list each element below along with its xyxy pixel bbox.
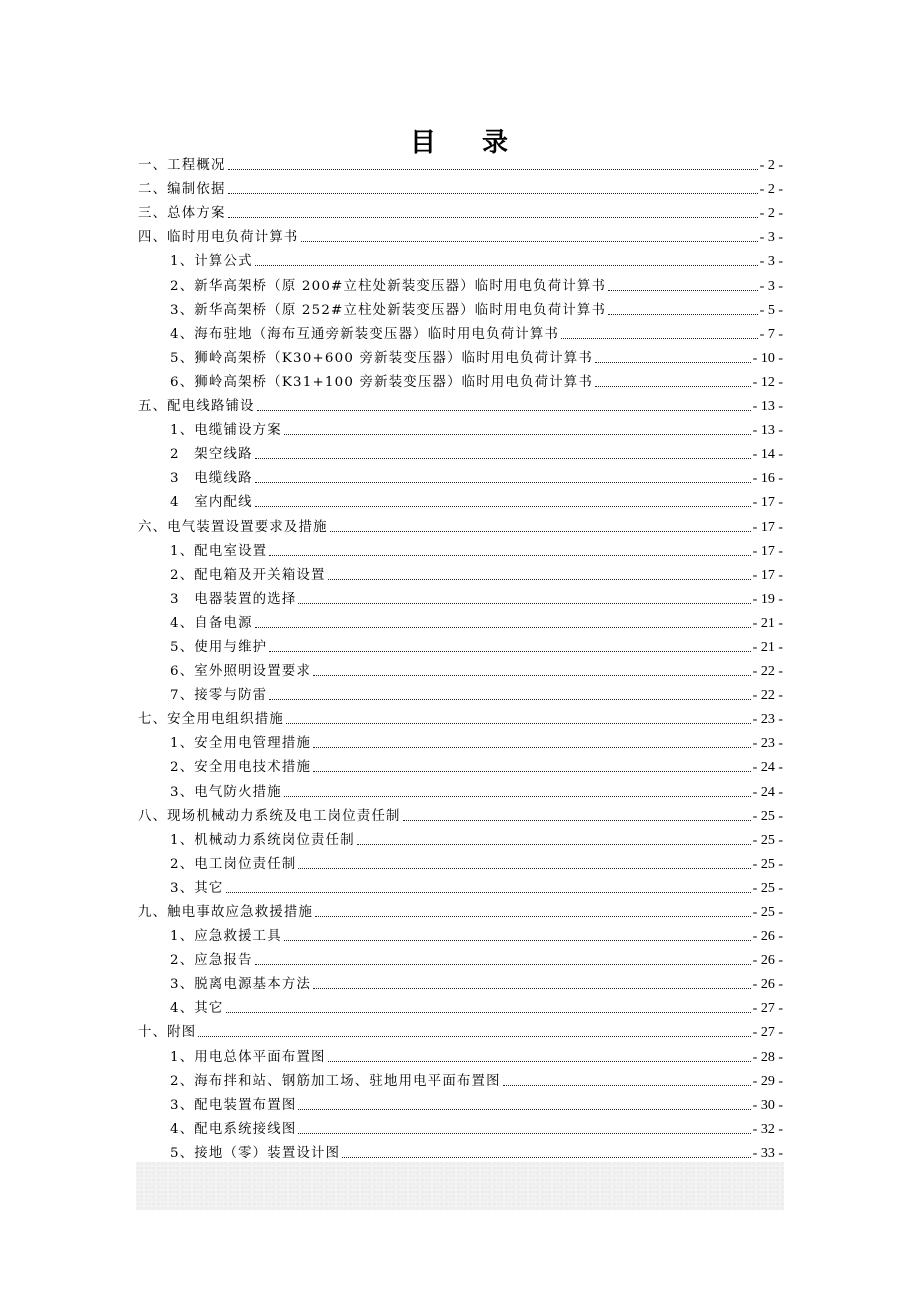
toc-entry-title: 十、附图 (138, 1025, 197, 1041)
toc-entry-title: 1、电缆铺设方案 (170, 423, 282, 439)
toc-dot-leader (255, 482, 751, 483)
toc-entry-title: 5、使用与维护 (170, 639, 268, 655)
toc-dot-leader (269, 555, 750, 556)
toc-dot-leader (298, 1133, 750, 1134)
toc-entry[interactable] (138, 560, 783, 584)
toc-entry-page-number: - 17 - (752, 543, 783, 559)
toc-entry-title: 3、电气防火措施 (170, 784, 282, 800)
toc-entry-page-number: - 25 - (752, 856, 783, 872)
toc-entry-title: 2、安全用电技术措施 (170, 760, 312, 776)
toc-entry-title: 3、其它 (170, 880, 224, 896)
toc-dot-leader (357, 844, 751, 845)
toc-entry[interactable] (138, 728, 783, 752)
toc-entry[interactable] (138, 1138, 783, 1162)
toc-dot-leader (284, 940, 751, 941)
toc-entry[interactable] (138, 198, 783, 222)
toc-dot-leader (313, 988, 751, 989)
toc-entry[interactable] (138, 969, 783, 993)
toc-entry[interactable] (138, 776, 783, 800)
toc-dot-leader (228, 169, 758, 170)
toc-entry-title: 3 电缆线路 (170, 471, 253, 487)
toc-entry[interactable] (138, 487, 783, 511)
toc-entry[interactable] (138, 873, 783, 897)
toc-entry-page-number: - 17 - (752, 519, 783, 535)
toc-dot-leader (228, 217, 758, 218)
toc-entry[interactable] (138, 921, 783, 945)
toc-entry-page-number: - 21 - (752, 639, 783, 655)
toc-dot-leader (226, 892, 751, 893)
toc-entry[interactable] (138, 680, 783, 704)
toc-entry[interactable] (138, 150, 783, 174)
toc-dot-leader (298, 603, 750, 604)
toc-entry-page-number: - 25 - (752, 880, 783, 896)
toc-entry-title: 2、海布拌和站、钢筋加工场、驻地用电平面布置图 (170, 1073, 501, 1089)
toc-entry[interactable] (138, 704, 783, 728)
toc-entry[interactable] (138, 463, 783, 487)
toc-dot-leader (286, 723, 751, 724)
toc-dot-leader (595, 386, 751, 387)
toc-entry-page-number: - 16 - (752, 471, 783, 487)
toc-entry-title: 2、配电箱及开关箱设置 (170, 567, 326, 583)
toc-entry[interactable] (138, 270, 783, 294)
footer-scan-noise (136, 1162, 784, 1210)
toc-entry-page-number: - 32 - (752, 1121, 783, 1137)
toc-entry-page-number: - 10 - (752, 350, 783, 366)
toc-dot-leader (228, 193, 758, 194)
toc-entry-page-number: - 3 - (759, 278, 783, 294)
toc-entry-page-number: - 25 - (752, 905, 783, 920)
toc-entry-title: 3、新华高架桥（原 252#立柱处新装变压器）临时用电负荷计算书 (170, 302, 607, 318)
toc-dot-leader (255, 964, 751, 965)
toc-dot-leader (313, 747, 751, 748)
toc-entry-page-number: - 24 - (752, 760, 783, 776)
toc-entry-page-number: - 13 - (752, 423, 783, 439)
toc-entry[interactable] (138, 511, 783, 535)
toc-entry[interactable] (138, 319, 783, 343)
toc-dot-leader (313, 771, 751, 772)
toc-entry[interactable] (138, 415, 783, 439)
toc-dot-leader (608, 290, 758, 291)
toc-dot-leader (561, 338, 758, 339)
toc-entry-page-number: - 2 - (759, 206, 783, 222)
toc-entry-page-number: - 13 - (752, 399, 783, 415)
toc-entry[interactable] (138, 1090, 783, 1114)
toc-entry[interactable] (138, 801, 783, 825)
toc-dot-leader (330, 531, 751, 532)
toc-entry-page-number: - 19 - (752, 591, 783, 607)
toc-entry-page-number: - 27 - (752, 1025, 783, 1041)
toc-dot-leader (255, 627, 751, 628)
toc-entry-title: 6、室外照明设置要求 (170, 664, 312, 680)
toc-entry-title: 2、应急报告 (170, 953, 253, 969)
toc-entry-page-number: - 2 - (759, 182, 783, 198)
toc-entry-page-number: - 21 - (752, 615, 783, 631)
toc-entry-page-number: - 29 - (752, 1073, 783, 1089)
toc-dot-leader (269, 651, 750, 652)
toc-entry[interactable] (138, 752, 783, 776)
toc-entry-title: 4、其它 (170, 1001, 224, 1017)
toc-entry-title: 1、机械动力系统岗位责任制 (170, 832, 355, 848)
toc-entry[interactable] (138, 608, 783, 632)
toc-entry-page-number: - 22 - (752, 664, 783, 680)
toc-dot-leader (342, 1157, 750, 1158)
toc-dot-leader (284, 796, 751, 797)
toc-entry-page-number: - 14 - (752, 447, 783, 463)
toc-dot-leader (608, 314, 758, 315)
toc-entry[interactable] (138, 391, 783, 415)
toc-entry[interactable] (138, 897, 783, 921)
toc-entry-title: 二、编制依据 (138, 182, 226, 198)
toc-dot-leader (298, 1109, 750, 1110)
toc-dot-leader (313, 675, 751, 676)
toc-entry-page-number: - 28 - (752, 1049, 783, 1065)
toc-entry[interactable] (138, 1114, 783, 1138)
toc-entry-page-number: - 5 - (759, 302, 783, 318)
toc-entry-page-number: - 26 - (752, 929, 783, 945)
toc-entry-title: 五、配电线路铺设 (138, 399, 255, 415)
toc-entry-title: 6、狮岭高架桥（K31+100 旁新装变压器）临时用电负荷计算书 (170, 374, 593, 390)
toc-entry-title: 4、海布驻地（海布互通旁新装变压器）临时用电负荷计算书 (170, 326, 560, 342)
toc-entry[interactable] (138, 1041, 783, 1065)
toc-dot-leader (284, 434, 751, 435)
toc-entry-title: 九、触电事故应急救援措施 (138, 905, 314, 920)
toc-entry-title: 4、配电系统接线图 (170, 1121, 297, 1137)
toc-entry-page-number: - 17 - (752, 567, 783, 583)
toc-entry-title: 七、安全用电组织措施 (138, 712, 284, 728)
toc-dot-leader (328, 579, 751, 580)
toc-entry-title: 八、现场机械动力系统及电工岗位责任制 (138, 808, 401, 824)
toc-dot-leader (255, 458, 751, 459)
toc-entry[interactable] (138, 993, 783, 1017)
toc-entry-page-number: - 23 - (752, 712, 783, 728)
toc-entry-page-number: - 25 - (752, 832, 783, 848)
toc-entry-page-number: - 27 - (752, 1001, 783, 1017)
toc-entry-title: 2、新华高架桥（原 200#立柱处新装变压器）临时用电负荷计算书 (170, 278, 607, 294)
toc-entry[interactable] (138, 849, 783, 873)
toc-entry-page-number: - 26 - (752, 977, 783, 993)
toc-entry[interactable] (138, 632, 783, 656)
page-title-char-2: 录 (482, 128, 511, 159)
toc-dot-leader (315, 916, 751, 917)
toc-entry-page-number: - 7 - (759, 326, 783, 342)
toc-entry-title: 四、临时用电负荷计算书 (138, 230, 299, 246)
toc-entry-page-number: - 33 - (752, 1145, 783, 1161)
toc-entry-title: 2 架空线路 (170, 447, 253, 463)
toc-entry[interactable] (138, 1017, 783, 1041)
toc-entry[interactable] (138, 1066, 783, 1090)
toc-entry-title: 4、自备电源 (170, 615, 253, 631)
toc-entry-title: 5、狮岭高架桥（K30+600 旁新装变压器）临时用电负荷计算书 (170, 350, 593, 366)
toc-dot-leader (198, 1036, 750, 1037)
toc-entry-page-number: - 24 - (752, 784, 783, 800)
toc-entry[interactable] (138, 343, 783, 367)
toc-dot-leader (226, 1012, 751, 1013)
toc-entry-title: 2、电工岗位责任制 (170, 856, 297, 872)
toc-dot-leader (595, 362, 751, 363)
toc-entry[interactable] (138, 584, 783, 608)
toc-entry[interactable] (138, 367, 783, 391)
toc-entry-page-number: - 22 - (752, 688, 783, 704)
toc-entry-page-number: - 30 - (752, 1097, 783, 1113)
page-title-char-1: 目 (409, 128, 438, 159)
toc-entry-title: 3、脱离电源基本方法 (170, 977, 312, 993)
toc-entry[interactable] (138, 295, 783, 319)
toc-dot-leader (328, 1061, 751, 1062)
toc-entry[interactable] (138, 174, 783, 198)
toc-dot-leader (257, 410, 751, 411)
toc-entry-page-number: - 17 - (752, 495, 783, 511)
toc-entry-page-number: - 26 - (752, 953, 783, 969)
toc-entry-page-number: - 2 - (759, 158, 783, 174)
toc-entry[interactable] (138, 246, 783, 270)
toc-entry-page-number: - 23 - (752, 736, 783, 752)
toc-entry-page-number: - 3 - (759, 230, 783, 246)
table-of-contents (138, 150, 783, 1162)
toc-dot-leader (403, 820, 751, 821)
toc-entry-title: 4 室内配线 (170, 495, 253, 511)
toc-entry[interactable] (138, 536, 783, 560)
toc-entry[interactable] (138, 945, 783, 969)
toc-entry-title: 1、安全用电管理措施 (170, 736, 312, 752)
toc-entry[interactable] (138, 656, 783, 680)
toc-entry-title: 三、总体方案 (138, 206, 226, 222)
toc-dot-leader (255, 265, 758, 266)
toc-entry-page-number: - 3 - (759, 254, 783, 270)
toc-entry-title: 1、用电总体平面布置图 (170, 1049, 326, 1065)
toc-entry-title: 3、配电装置布置图 (170, 1097, 297, 1113)
toc-dot-leader (255, 506, 751, 507)
toc-entry-title: 3 电器装置的选择 (170, 591, 297, 607)
toc-dot-leader (301, 241, 758, 242)
toc-dot-leader (269, 699, 750, 700)
toc-entry-title: 1、配电室设置 (170, 543, 268, 559)
toc-dot-leader (503, 1085, 751, 1086)
toc-entry[interactable] (138, 825, 783, 849)
toc-entry-title: 1、应急救援工具 (170, 929, 282, 945)
toc-entry-title: 1、计算公式 (170, 254, 253, 270)
toc-entry-title: 六、电气装置设置要求及措施 (138, 519, 328, 535)
toc-entry-page-number: - 25 - (752, 808, 783, 824)
toc-entry[interactable] (138, 222, 783, 246)
toc-entry-page-number: - 12 - (752, 374, 783, 390)
toc-entry-title: 7、接零与防雷 (170, 688, 268, 704)
toc-entry-title: 一、工程概况 (138, 158, 226, 174)
toc-dot-leader (298, 868, 750, 869)
toc-entry-title: 5、接地（零）装置设计图 (170, 1145, 341, 1161)
toc-entry[interactable] (138, 439, 783, 463)
